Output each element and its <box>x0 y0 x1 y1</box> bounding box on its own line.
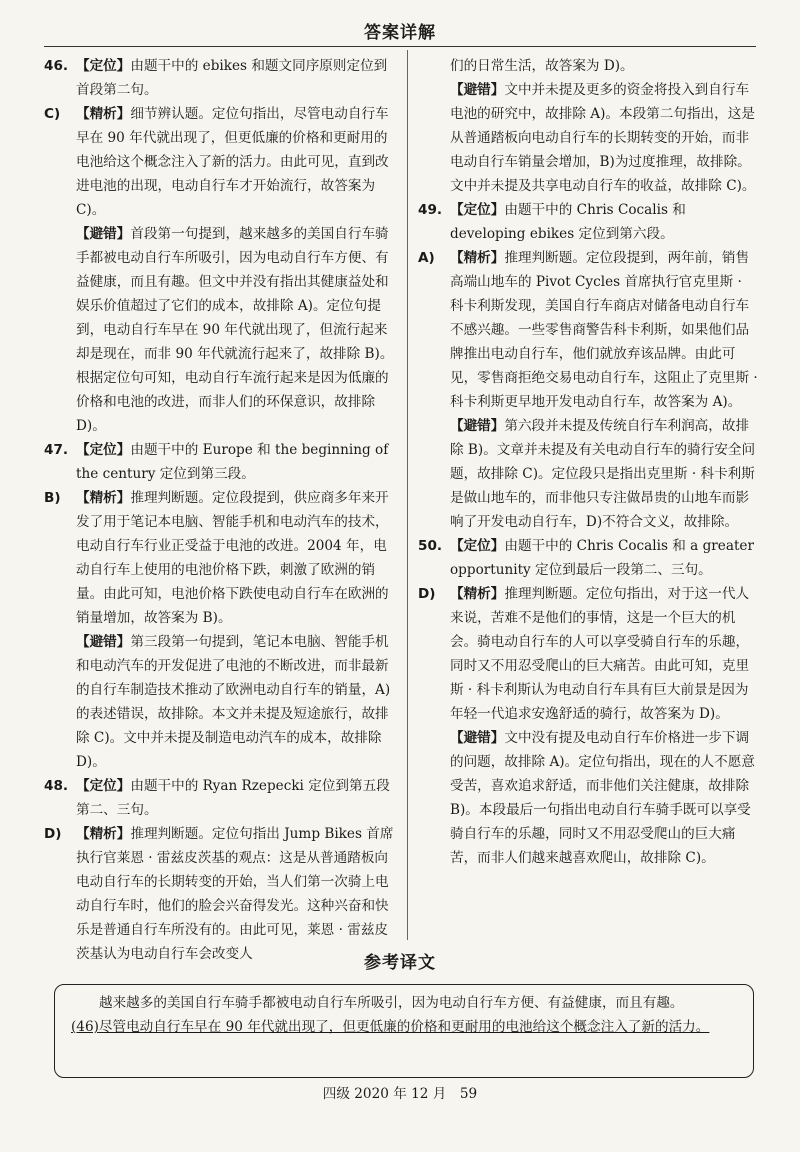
translation-underlined: 尽管电动自行车早在 90 年代就出现了，但更低廉的价格和更耐用的电池给这个概念注入了新的活力。 <box>98 1019 710 1035</box>
translation-marker: (46) <box>71 1019 99 1035</box>
question-item <box>418 198 758 246</box>
section-tag: 【精析】 <box>76 826 131 842</box>
section-tag: 【避错】 <box>450 730 505 746</box>
explanation-text: 文中并未提及更多的资金将投入到自行车电池的研究中，故排除 A)。本段第二句指出，这是从普通踏板向电动自行车的长期转变的开始，而非电动自行车销量会增加，B)为过度推理，故排除。文中并未提及共享电动自行车的收益，故排除 C)。 <box>450 82 756 194</box>
answer-letter: D) <box>418 586 436 602</box>
explanation-text: 由题干中的 Chris Cocalis 和 a greater opportunity 定位到最后一段第二、三句。 <box>450 538 754 578</box>
section-tag: 【精析】 <box>450 250 505 266</box>
error-analysis-block <box>44 630 398 774</box>
answer-letter: A) <box>418 250 435 266</box>
answer-block <box>44 486 398 630</box>
error-analysis-block <box>418 726 758 870</box>
question-number: 48. <box>44 778 69 794</box>
header-rule <box>44 46 756 47</box>
left-column <box>44 54 398 966</box>
column-divider <box>407 50 408 940</box>
translation-title: 参考译文 <box>364 953 436 973</box>
translation-line-1: 越来越多的美国自行车骑手都被电动自行车所吸引，因为电动自行车方便、有益健康，而且有趣。 <box>99 995 684 1011</box>
page-title: 答案详解 <box>364 23 436 43</box>
continuation-text: 们的日常生活，故答案为 D)。 <box>450 58 634 74</box>
section-tag: 【避错】 <box>76 226 131 242</box>
section-tag: 【定位】 <box>76 778 131 794</box>
answer-letter: B) <box>44 490 61 506</box>
explanation-text: 细节辨认题。定位句指出，尽管电动自行车早在 90 年代就出现了，但更低廉的价格和更耐用的电池给这个概念注入了新的活力。由此可见，直到改进电池的出现，电动自行车才开始流行，故答案为 C)。 <box>76 106 389 218</box>
explanation-text: 推理判断题。定位段提到，两年前，销售高端山地车的 Pivot Cycles 首席执行官克里斯 · 科卡利斯发现，美国自行车商店对储备电动自行车不感兴趣。一些零售商警告科卡利斯，如果他们品牌推出电动自行车，他们就放弃该品牌。由此可见，零售商拒绝交易电动自行车，这阻止了克里斯 · 科卡利斯更早地开发电动自行车，故答案为 A)。 <box>450 250 758 410</box>
question-number: 50. <box>418 538 443 554</box>
error-analysis-block <box>418 78 758 198</box>
section-tag: 【精析】 <box>76 106 131 122</box>
explanation-text: 由题干中的 Europe 和 the beginning of the century 定位到第三段。 <box>76 442 389 482</box>
right-column <box>418 54 758 870</box>
explanation-text: 首段第一句提到，越来越多的美国自行车骑手都被电动自行车所吸引，因为电动自行车方便、有益健康，而且有趣。但文中并没有指出其健康益处和娱乐价值超过了它们的成本，故排除 A)。定位句提到，电动自行车早在 90 年代就出现了，但流行起来却是现在，而非 90 年代就流行起来了，故排除 B)。根据定位句可知，电动自行车流行起来是因为低廉的价格和电池的改进，而非人们的环保意识，故排除 D)。 <box>76 226 394 434</box>
section-tag: 【定位】 <box>76 58 131 74</box>
answer-letter: D) <box>44 826 62 842</box>
explanation-text: 文中没有提及电动自行车价格进一步下调的问题，故排除 A)。定位句指出，现在的人不愿意受苦，喜欢追求舒适，而非他们关注健康，故排除 B)。本段最后一句指出电动自行车骑手既可以享受骑自行车的乐趣，同时又不用忍受爬山的巨大痛苦，而非人们越来越喜欢爬山，故排除 C)。 <box>450 730 755 866</box>
explanation-text: 由题干中的 Chris Cocalis 和 developing ebikes 定位到第六段。 <box>450 202 686 242</box>
section-tag: 【定位】 <box>76 442 131 458</box>
translation-box <box>54 984 754 1078</box>
question-item <box>44 54 398 102</box>
section-tag: 【避错】 <box>76 634 131 650</box>
question-number: 47. <box>44 442 69 458</box>
explanation-text: 推理判断题。定位句指出 Jump Bikes 首席执行官莱恩 · 雷兹皮茨基的观点：这是从普通踏板向电动自行车的长期转变的开始，当人们第一次骑上电动自行车时，他们的脸会兴奋得发光。这种兴奋和快乐是普通自行车所没有的。由此可见，莱恩 · 雷兹皮茨基认为电动自行车会改变人 <box>76 826 394 962</box>
error-analysis-block <box>44 222 398 438</box>
error-analysis-block <box>418 414 758 534</box>
explanation-text: 由题干中的 Ryan Rzepecki 定位到第五段第二、三句。 <box>76 778 390 818</box>
answer-block <box>418 582 758 726</box>
explanation-text: 推理判断题。定位句指出，对于这一代人来说，苦难不是他们的事情，这是一个巨大的机会。骑电动自行车的人可以享受骑自行车的乐趣，同时又不用忍受爬山的巨大痛苦。由此可知，克里斯 · 科卡利斯认为电动自行车具有巨大前景是因为年轻一代追求安逸舒适的骑行，故答案为 D)。 <box>450 586 750 722</box>
section-tag: 【避错】 <box>450 418 505 434</box>
page-footer: 四级 2020 年 12 月 59 <box>322 1086 478 1102</box>
answer-block <box>418 246 758 414</box>
section-tag: 【定位】 <box>450 538 505 554</box>
section-tag: 【精析】 <box>76 490 131 506</box>
section-tag: 【定位】 <box>450 202 505 218</box>
section-tag: 【避错】 <box>450 82 505 98</box>
explanation-text: 第六段并未提及传统自行车利润高，故排除 B)。文章并未提及有关电动自行车的骑行安全问题，故排除 C)。定位段只是指出克里斯 · 科卡利斯是做山地车的，而非他只专注做昂贵的山地车而影响了开发电动自行车，D)不符合文义，故排除。 <box>450 418 756 530</box>
section-tag: 【精析】 <box>450 586 505 602</box>
question-item <box>44 774 398 822</box>
question-item <box>44 438 398 486</box>
explanation-text: 由题干中的 ebikes 和题文同序原则定位到首段第二句。 <box>76 58 388 98</box>
question-number: 46. <box>44 58 69 74</box>
explanation-text: 第三段第一句提到，笔记本电脑、智能手机和电动汽车的开发促进了电池的不断改进，而非最新的自行车制造技术推动了欧洲电动自行车的销量，A)的表述错误，故排除。本文并未提及短途旅行，故排除 C)。文中并未提及制造电动汽车的成本，故排除 D)。 <box>76 634 391 770</box>
question-item <box>418 534 758 582</box>
answer-block <box>44 822 398 966</box>
question-number: 49. <box>418 202 443 218</box>
answer-letter: C) <box>44 106 61 122</box>
answer-block <box>44 102 398 222</box>
explanation-text: 推理判断题。定位段提到，供应商多年来开发了用于笔记本电脑、智能手机和电动汽车的技术，电动自行车行业正受益于电池的改进。2004 年，电动自行车上使用的电池价格下跌，刺激了欧洲的销量。由此可知，电池价格下跌使电动自行车在欧洲的销量增加，故答案为 B)。 <box>76 490 389 626</box>
